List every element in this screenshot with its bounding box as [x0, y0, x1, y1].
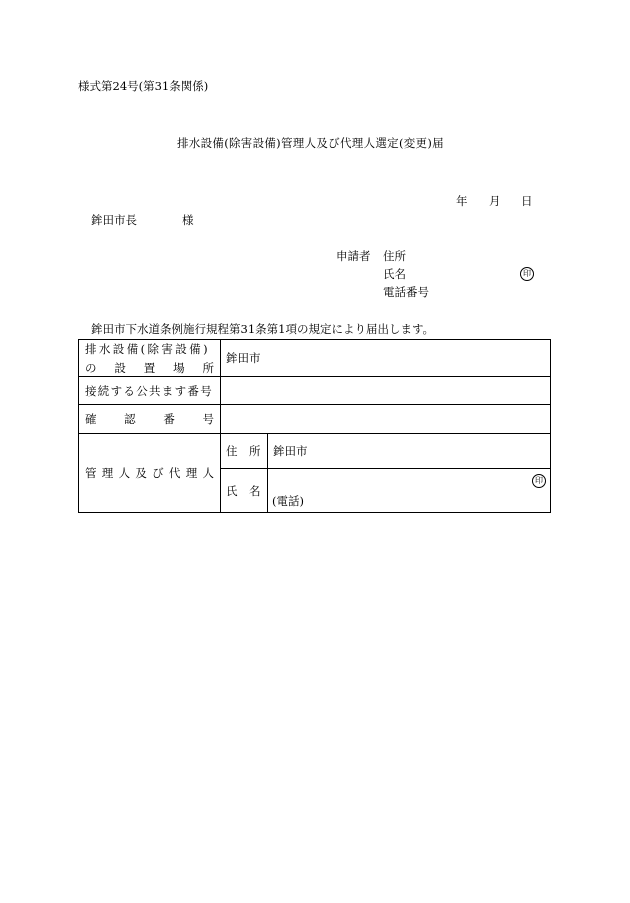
applicant-address-label: 住所 — [383, 249, 406, 263]
table-row-manager-address — [79, 434, 551, 469]
manager-address-label: 住 所 — [221, 434, 268, 469]
manager-address-value[interactable]: 鉾田市 — [268, 434, 551, 469]
location-value-cell[interactable]: 鉾田市 — [221, 340, 551, 377]
manager-phone-note: (電話) — [272, 494, 304, 508]
applicant-phone-label: 電話番号 — [383, 285, 429, 299]
location-label-cell — [79, 340, 221, 377]
confirm-value-cell[interactable] — [221, 405, 551, 434]
confirm-label: 確 認 番 号 — [85, 412, 214, 426]
location-label-line1: 排水設備(除害設備) — [85, 341, 210, 356]
applicant-name-label: 氏名 — [383, 267, 406, 281]
table-row-confirm — [79, 405, 551, 434]
manager-label-cell — [79, 434, 221, 513]
confirm-label-cell — [79, 405, 221, 434]
applicant-label: 申請者 — [336, 249, 371, 263]
application-table — [78, 339, 551, 513]
basin-label: 接続する公共ます番号 — [79, 377, 221, 405]
applicant-seal-icon — [520, 267, 534, 281]
addressee-mayor: 鉾田市長 — [91, 213, 137, 227]
form-number: 様式第24号(第31条関係) — [78, 79, 209, 93]
seal-mark: 印 — [520, 267, 534, 281]
manager-name-value-cell[interactable] — [268, 469, 551, 513]
manager-name-label: 氏 名 — [221, 469, 268, 513]
date-day-label: 日 — [521, 194, 533, 208]
addressee-honorific: 様 — [182, 213, 194, 227]
basin-value-cell[interactable] — [221, 377, 551, 405]
date-year-label: 年 — [456, 194, 468, 208]
manager-label: 管 理 人 及 び 代 理 人 — [85, 466, 214, 480]
location-label-line2: の 設 置 場 所 — [85, 360, 214, 375]
document-title: 排水設備(除害設備)管理人及び代理人選定(変更)届 — [177, 136, 444, 150]
date-month-label: 月 — [489, 194, 501, 208]
table-row-location — [79, 340, 551, 377]
manager-seal-icon: 印 — [532, 474, 546, 488]
statement: 鉾田市下水道条例施行規程第31条第1項の規定により届出します。 — [91, 322, 435, 336]
table-row-basin — [79, 377, 551, 405]
